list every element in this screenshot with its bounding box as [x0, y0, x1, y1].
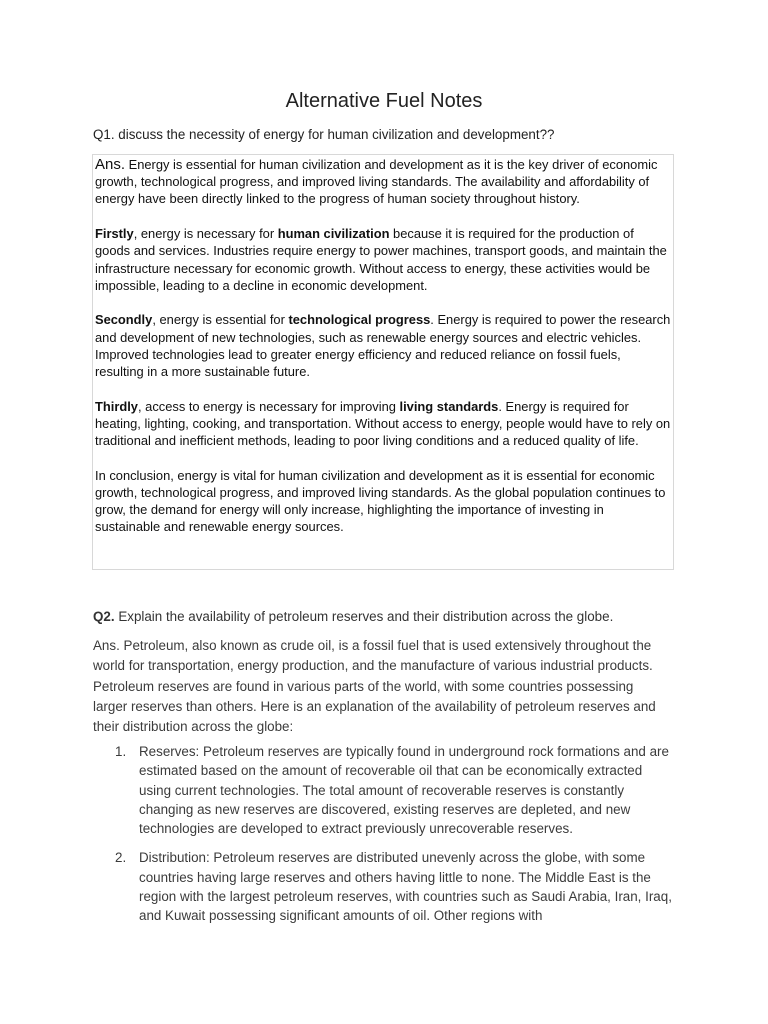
question-2-text: Explain the availability of petroleum reserves and their distribution across the globe.: [114, 609, 614, 624]
firstly-text-b: because it is required for the production of goods and services. Industries require energy to power machines, transport goods, and maintain the infrastructure necessary for economic growth. Without access to energy, these activities would be impossible, leading to a decline in economic development.: [95, 226, 667, 293]
firstly-text-a: , energy is necessary for: [133, 226, 278, 242]
answer-2-list: [112, 742, 674, 936]
answer-1-paragraph-thirdly: [95, 398, 671, 450]
thirdly-lead: Thirdly: [95, 398, 138, 414]
firstly-bold: human civilization: [277, 226, 390, 242]
question-1: Q1. discuss the necessity of energy for human civilization and development??: [93, 127, 555, 142]
list-item-text: Distribution: Petroleum reserves are distributed unevenly across the globe, with some countries having large reserves and others having little to none. The Middle East is the region with the largest petroleum reserves, with countries such as Saudi Arabia, Iran, Iraq, and Kuwait possessing significant amounts of oil. Other regions with: [139, 850, 672, 924]
answer-1-conclusion: In conclusion, energy is vital for human civilization and development as it is essential for economic growth, technological progress, and improved living standards. As the global population continues to grow, the demand for energy will only increase, highlighting the importance of investing in sustainable and renewable energy sources.: [95, 467, 666, 535]
question-2-number: Q2.: [93, 609, 115, 624]
secondly-lead: Secondly: [95, 312, 153, 328]
answer-1-box: [92, 154, 674, 570]
secondly-bold: technological progress: [288, 312, 431, 328]
document-title: Alternative Fuel Notes: [285, 90, 483, 112]
question-2: [93, 609, 613, 624]
thirdly-bold: living standards: [399, 398, 499, 414]
answer-1-paragraph-firstly: [95, 225, 671, 294]
secondly-text-a: , energy is essential for: [152, 312, 289, 328]
answer-2-intro: Ans. Petroleum, also known as crude oil, is a fossil fuel that is used extensively throughout the world for transportation, energy production, and the manufacture of various industrial products. Petroleum reserves are found in various parts of the world, with some countries possessing larger reserves than others. Here is an explanation of the availability of petroleum reserves and their distribution across the globe:: [93, 638, 656, 735]
list-item-text: Reserves: Petroleum reserves are typically found in underground rock formations and are estimated based on the amount of recoverable oil that can be economically extracted using current technologies. The total amount of recoverable reserves is constantly changing as new reserves are discovered, existing reserves are depleted, and new technologies are developed to extract previously unrecoverable reserves.: [139, 744, 669, 837]
firstly-lead: Firstly: [95, 226, 134, 242]
answer-1-intro-text: Energy is essential for human civilization and development as it is the key driver of economic growth, technological progress, and improved living standards. The availability and affordability of energy have been directly linked to the progress of human society throughout history.: [95, 157, 658, 207]
secondly-text-b: . Energy is required to power the research and development of new technologies, such as renewable energy sources and electric vehicles. Improved technologies lead to greater energy efficiency and reduced reliance on fossil fuels, resulting in a more sustainable future.: [95, 312, 671, 380]
thirdly-text-a: , access to energy is necessary for improving: [137, 398, 400, 414]
list-item: [112, 742, 674, 838]
answer-prefix: Ans.: [95, 156, 126, 173]
answer-1-intro: [95, 156, 671, 208]
list-item-number: 1.: [115, 744, 127, 759]
list-item: [112, 848, 674, 925]
answer-1-paragraph-secondly: [95, 311, 671, 380]
thirdly-text-b: . Energy is required for heating, lighting, cooking, and transportation. Without access to energy, people would have to rely on traditional and inefficient methods, leading to poor living conditions and a reduced quality of life.: [95, 398, 671, 449]
list-item-number: 2.: [115, 850, 127, 866]
